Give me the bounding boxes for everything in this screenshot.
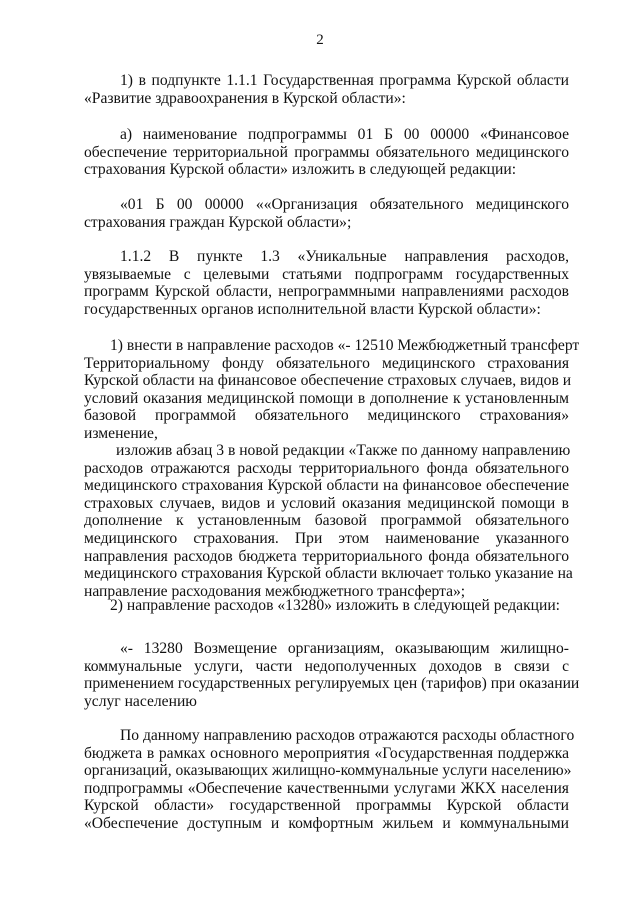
text-line: 2) направление расходов «13280» изложить в следующей редакции: [110, 597, 561, 614]
text-line: увязываемые с целевыми статьями подпрограмм государственных [84, 265, 569, 283]
text-line: базовой программой обязательного медицинского страхования» [84, 407, 569, 425]
paragraph-expense-description [84, 727, 575, 833]
text-line: Курской области» государственной программы Курской области [84, 797, 569, 815]
text-line: государственных органов исполнительной власти Курской области»: [84, 300, 541, 318]
text-line: медицинского страхования Курской области на финансовое обеспечение [84, 477, 569, 495]
text-line: «01 Б 00 00000 ««Организация обязательного медицинского [120, 196, 569, 213]
text-line: услуг населению [84, 692, 197, 710]
text-line: Территориальному фонду обязательного медицинского страхования [84, 354, 569, 372]
text-line: направление расходования межбюджетного трансферта»; [84, 582, 466, 600]
text-line: Курской области на финансовое обеспечение страховых случаев, видов и [84, 372, 572, 390]
text-line: подпрограммы «Обеспечение качественными услугами ЖКХ населения [84, 779, 569, 797]
paragraph-expense-13280-intro [84, 597, 569, 615]
text-line: страхования граждан Курской области»; [84, 213, 352, 231]
text-line: программ Курской области, непрограммными направлениями расходов [84, 283, 569, 301]
text-line: коммунальные услуги, части недополученных доходов в связи с [84, 657, 569, 675]
text-line: направления расходов бюджета территориального фонда обязательного [84, 547, 569, 565]
text-line: «Обеспечение доступным и комфортным жильем и коммунальными [84, 814, 569, 832]
text-line: расходов отражаются расходы территориального фонда обязательного [84, 459, 569, 477]
paragraph-subitem-1-1-1 [84, 72, 569, 107]
text-line: «Развитие здравоохранения в Курской области»: [84, 89, 406, 107]
text-line: бюджета в рамках основного мероприятия «Государственная поддержка [84, 744, 569, 762]
text-line: 1.1.2 В пункте 1.3 «Уникальные направления расходов, [120, 248, 569, 265]
text-line: дополнение к установленным базовой программой обязательного [84, 512, 569, 530]
paragraph-item-1-1-2 [84, 248, 569, 318]
text-line: а) наименование подпрограммы 01 Б 00 00000 «Финансовое [120, 126, 569, 143]
text-line: изложив абзац 3 в новой редакции «Также по данному направлению [116, 442, 571, 459]
paragraph-expense-12510 [84, 337, 580, 443]
text-line: страхования Курской области» изложить в следующей редакции: [84, 161, 517, 179]
text-line: страховых случаев, видов и условий оказания медицинской помощи в [84, 494, 569, 512]
paragraph-new-edition-code [84, 196, 569, 231]
text-line: «- 13280 Возмещение организациям, оказывающим жилищно- [120, 640, 569, 657]
paragraph-expense-13280 [84, 640, 580, 710]
text-line: изменение, [84, 424, 158, 442]
text-line: обеспечение территориальной программы обязательного медицинского [84, 143, 569, 161]
text-line: медицинского страхования. При этом наименование указанного [84, 529, 569, 547]
paragraph-subprogram-name [84, 126, 569, 179]
text-line: 1) в подпункте 1.1.1 Государственная программа Курской области [120, 72, 569, 89]
text-line: 1) внести в направление расходов «- 12510 Межбюджетный трансферт [110, 337, 580, 354]
text-line: условий оказания медицинской помощи в дополнение к установленным [84, 389, 569, 407]
text-line: медицинского страхования Курской области включает только указание на [84, 565, 573, 583]
page-number: 2 [316, 32, 324, 48]
text-line: организаций, оказывающих жилищно-коммунальные услуги населению» [84, 762, 572, 780]
paragraph-abzac-3 [84, 442, 573, 600]
text-line: применением государственных регулируемых цен (тарифов) при оказании [84, 675, 580, 693]
text-line: По данному направлению расходов отражаются расходы областного [120, 727, 575, 744]
